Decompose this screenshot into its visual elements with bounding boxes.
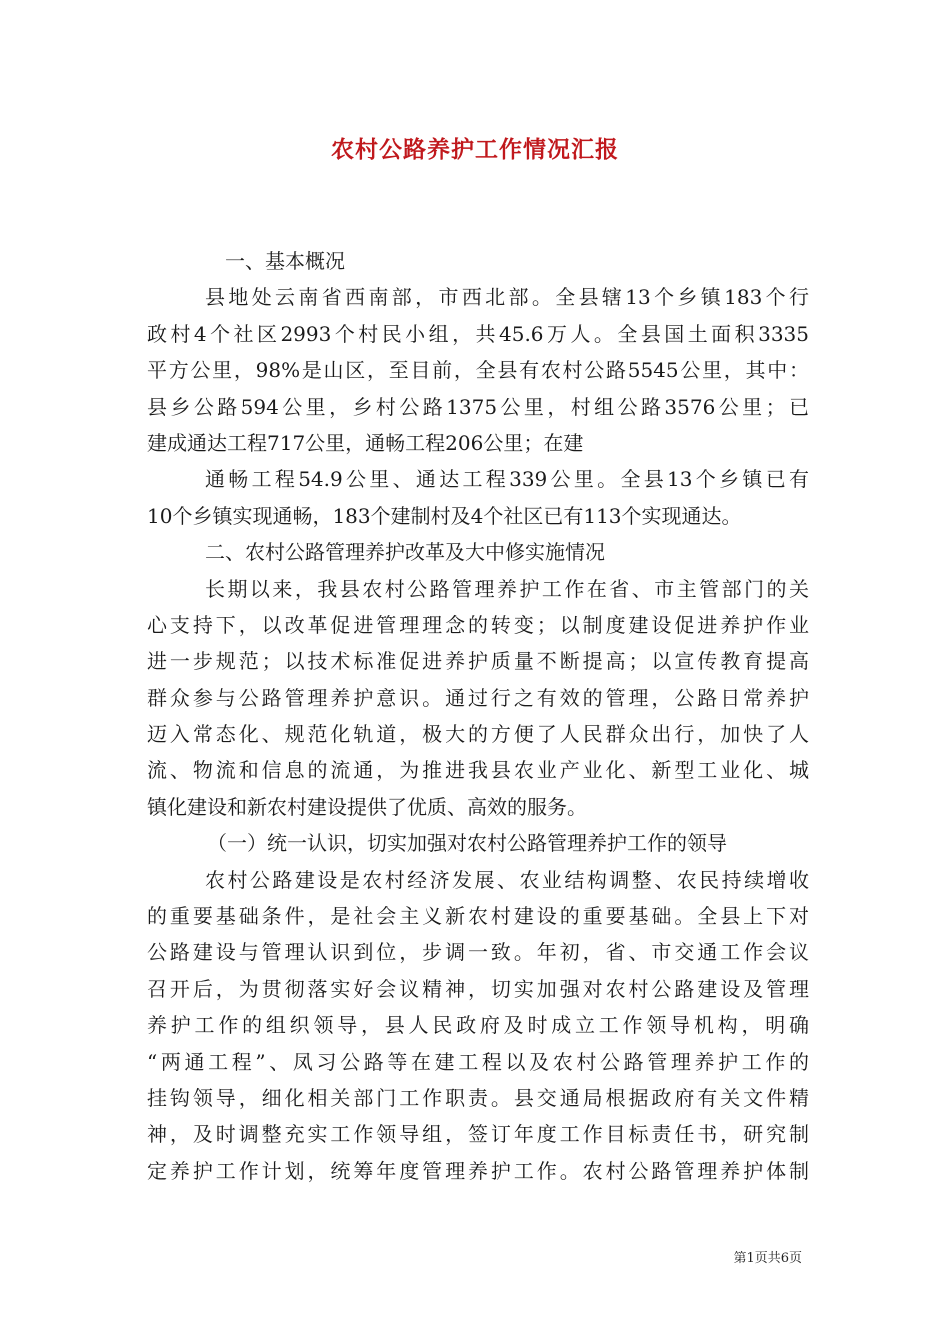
paragraph-line: 神，及时调整充实工作领导组，签订年度工作目标责任书，研究制 [147, 1122, 809, 1147]
document-body [147, 243, 809, 1189]
section-heading: 二、农村公路管理养护改革及大中修实施情况 [205, 540, 605, 565]
paragraph-line: 挂钩领导，细化相关部门工作职责。县交通局根据政府有关文件精 [147, 1085, 809, 1110]
paragraph-line: 的重要基础条件，是社会主义新农村建设的重要基础。全县上下对 [147, 904, 809, 929]
document-title: 农村公路养护工作情况汇报 [331, 136, 619, 163]
paragraph-line: 镇化建设和新农村建设提供了优质、高效的服务。 [147, 794, 587, 819]
paragraph-line: 公路建设与管理认识到位，步调一致。年初，省、市交通工作会议 [147, 940, 809, 965]
paragraph-line: 流、物流和信息的流通，为推进我县农业产业化、新型工业化、城 [147, 758, 809, 783]
paragraph-line: 农村公路建设是农村经济发展、农业结构调整、农民持续增收 [205, 867, 809, 892]
paragraph-line: 通畅工程54.9公里、通达工程339公里。全县13个乡镇已有 [205, 467, 809, 492]
paragraph-line: 养护工作的组织领导，县人民政府及时成立工作领导机构，明确 [147, 1013, 809, 1038]
paragraph-line: 平方公里，98%是山区，至目前，全县有农村公路5545公里，其中： [147, 358, 809, 383]
paragraph-line: 10个乡镇实现通畅，183个建制村及4个社区已有113个实现通达。 [147, 503, 742, 528]
page-number: 第1页共6页 [733, 1251, 802, 1266]
paragraph-line: 政村4个社区2993个村民小组，共45.6万人。全县国土面积3335 [147, 321, 809, 346]
paragraph-line: 进一步规范；以技术标准促进养护质量不断提高；以宣传教育提高 [147, 649, 809, 674]
paragraph-line: 县地处云南省西南部，市西北部。全县辖13个乡镇183个行 [205, 285, 809, 310]
paragraph-line: 长期以来，我县农村公路管理养护工作在省、市主管部门的关 [205, 576, 809, 601]
section-heading: 一、基本概况 [225, 249, 345, 273]
paragraph-line: 县乡公路594公里，乡村公路1375公里，村组公路3576公里；已 [147, 394, 809, 419]
paragraph-line: 迈入常态化、规范化轨道，极大的方便了人民群众出行，加快了人 [147, 722, 809, 747]
paragraph-line: 定养护工作计划，统筹年度管理养护工作。农村公路管理养护体制 [147, 1158, 809, 1183]
paragraph-line: 建成通达工程717公里，通畅工程206公里；在建 [147, 430, 584, 455]
paragraph-line: 召开后，为贯彻落实好会议精神，切实加强对农村公路建设及管理 [147, 976, 809, 1001]
paragraph-line: “两通工程”、凤习公路等在建工程以及农村公路管理养护工作的 [147, 1049, 809, 1074]
paragraph-line: 群众参与公路管理养护意识。通过行之有效的管理，公路日常养护 [147, 685, 809, 710]
subsection-heading: （一）统一认识，切实加强对农村公路管理养护工作的领导 [207, 831, 727, 856]
paragraph-line: 心支持下，以改革促进管理理念的转变；以制度建设促进养护作业 [147, 612, 809, 637]
